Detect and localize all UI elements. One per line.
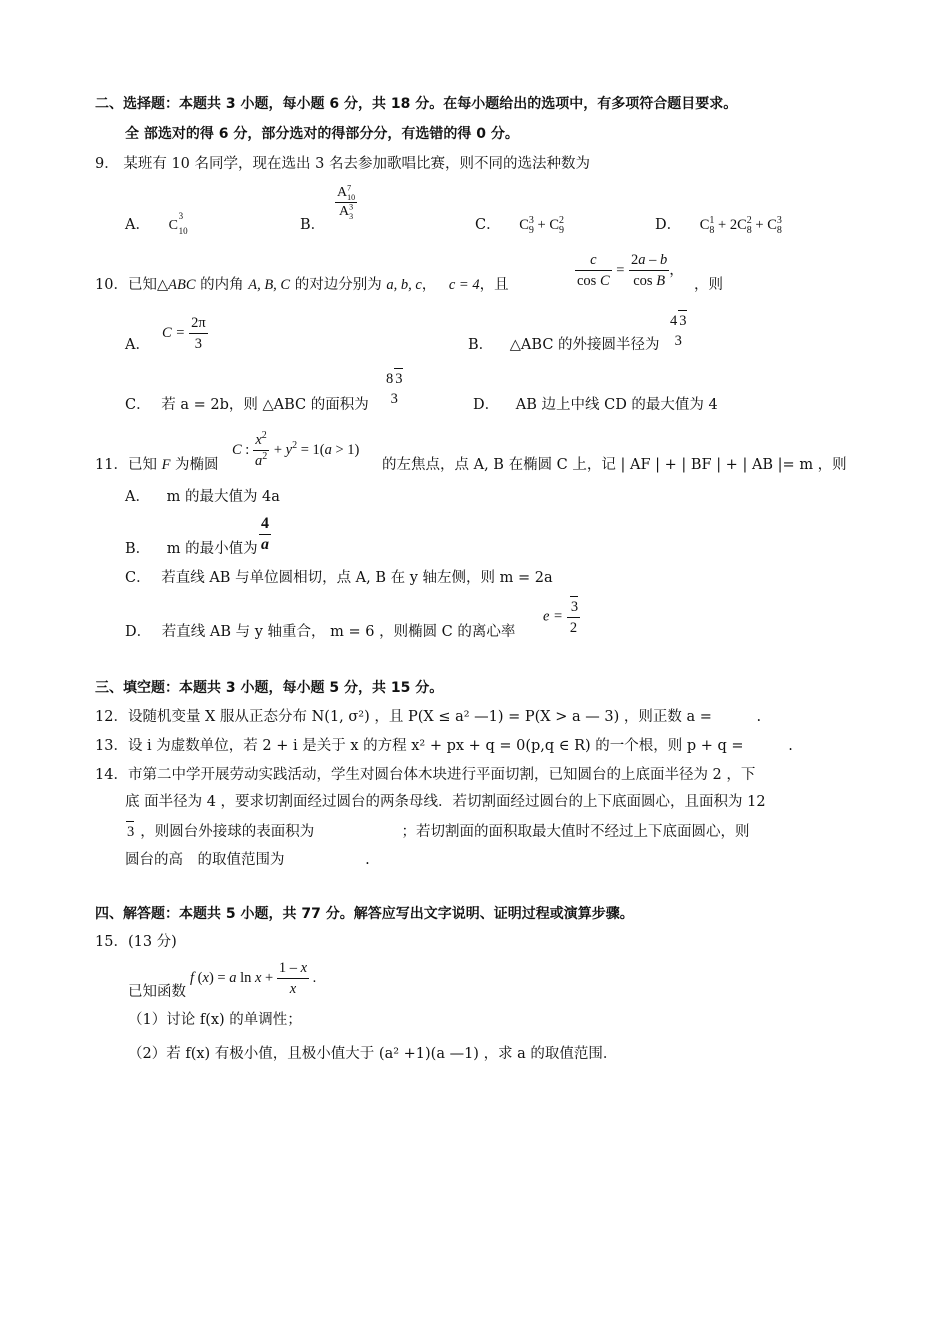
q11-option-c	[125, 568, 553, 588]
q9-b-formula: $\frac{A^7_{10}}{A^3_3}$	[337, 183, 356, 221]
q10-d-label: D．	[473, 397, 500, 413]
q10-c-label: C．	[125, 397, 151, 413]
q11-b-label: B．	[125, 541, 151, 557]
q10-option-d	[473, 395, 718, 415]
q9-c-formula: $C^3_9 + C^2_9$	[519, 215, 564, 236]
q9-b-label: B．	[300, 217, 326, 233]
q14-line3: 3 ，则圆台外接球的表面积为 ；若切割面的面积取最大值时不经过上下底面圆心，则	[125, 821, 749, 842]
section4-header: 四、解答题：本题共 5 小题，共 77 分。解答应写出文字说明、证明过程或演算步骤。	[95, 906, 634, 922]
q10-a-formula: C = $\frac{2\pi}{3}$	[162, 315, 206, 352]
q14-line3a: ，则圆台外接球的表面积为	[140, 824, 315, 840]
q15-given: 已知函数	[128, 984, 186, 1000]
q13-stem: 13．设 i 为虚数单位，若 2 + i 是关于 x 的方程 x² + px + q = 0(p,q ∈ R) 的一个根，则 p + q =	[95, 738, 744, 754]
q9-option-b	[300, 215, 325, 235]
q10-sides: a, b, c	[386, 277, 422, 293]
q9-c-label: C．	[475, 217, 501, 233]
q11-f: F	[161, 457, 171, 473]
q9-d-formula: $C^1_8 + 2C^2_8 + C^3_8$	[699, 215, 782, 236]
q10-a-label: A．	[125, 337, 150, 353]
section2-header-line1: 二、选择题：本题共 3 小题，每小题 6 分，共 18 分。在每小题给出的选项中，有多项符合题目要求。	[95, 96, 738, 112]
q15-part1: （1）讨论 f(x) 的单调性；	[128, 1012, 302, 1028]
q14-line2: 底 面半径为 4 ，要求切割面经过圆台的两条母线．若切割面经过圆台的上下底面圆心，且面积为 12	[125, 794, 766, 810]
q14-line4-text: 圆台的高 的取值范围为	[125, 852, 285, 868]
q11-d-label: D．	[125, 624, 152, 640]
q10-b-text: △ABC 的外接圆半径为	[509, 337, 660, 353]
q10-equation: $\frac{c}{\text{cos C}}$ = $\frac{2a - b}{\text{cos B}}$ ，	[577, 252, 684, 289]
q14-line4	[125, 850, 370, 870]
q11-prefix: 11．已知	[95, 457, 162, 473]
q9-option-d	[655, 215, 782, 235]
q9-stem: 9． 某班有 10 名同学，现在选出 3 名去参加歌唱比赛，则不同的选法种数为	[95, 156, 590, 172]
q15-function: f (x) = a ln x + $\frac{1 - x}{x}$ .	[190, 960, 317, 997]
q10-c-formula: 8 3 3	[384, 368, 405, 409]
q10-angles: A, B, C	[248, 277, 291, 293]
q14-end: .	[365, 852, 370, 868]
q10-stem-mid: 的内角	[195, 277, 249, 293]
q9-option-c	[475, 215, 564, 235]
q10-d-text: AB 边上中线 CD 的最大值为 4	[515, 397, 718, 413]
q12-end: .	[756, 709, 762, 725]
section2-header-line2: 全 部选对的得 6 分，部分选对的得部分分，有选错的得 0 分。	[125, 126, 519, 142]
q11-ellipse-formula: C : $\frac{x^2}{a^2}$ + $y^2 = 1(a > 1)$	[232, 430, 360, 469]
q10-c-text: 若 a = 2b，则 △ABC 的面积为	[161, 397, 369, 413]
q11-option-b	[125, 539, 258, 559]
q10-triangle: ABC	[168, 277, 196, 293]
q9-option-a	[125, 211, 188, 236]
q11-b-text: m 的最小值为	[166, 541, 258, 557]
q10-b-label: B．	[468, 337, 494, 353]
q12-text	[95, 707, 761, 727]
q9-a-label: A．	[125, 217, 150, 233]
q11-stem-a	[95, 455, 219, 475]
q12-stem: 12．设随机变量 X 服从正态分布 N(1, σ²) ，且 P(X ≤ a² —1) = P(X > a — 3) ，则正数 a =	[95, 709, 712, 725]
q10-option-b	[468, 335, 660, 355]
q11-d-formula: e = $\frac{3}{2}$	[543, 596, 580, 638]
q11-b-formula: $\frac{4}{a}$	[261, 515, 269, 553]
q11-c-label: C．	[125, 570, 151, 586]
q10-option-c	[125, 395, 369, 415]
q14-line3b: ；若切割面的面积取最大值时不经过上下底面圆心，则	[401, 824, 750, 840]
q11-stem-b: 的左焦点，点 A, B 在椭圆 C 上，记 | AF | + | BF | + | AB |= m ，则	[382, 457, 847, 473]
q10-then: ，则	[694, 277, 723, 293]
q10-prefix: 10．已知△	[95, 277, 169, 293]
q9-a-formula: C 3 10	[168, 211, 188, 236]
q10-stem: 10．已知△ABC 的内角 A, B, C 的对边分别为 a, b, c， c = 4，且	[95, 277, 509, 293]
q11-a-label: A．	[125, 489, 150, 505]
q14-line1: 14．市第二中学开展劳动实践活动，学生对圆台体木块进行平面切割，已知圆台的上底面半径为 2 ，下	[95, 767, 756, 783]
q11-c-text: 若直线 AB 与单位圆相切，点 A, B 在 y 轴左侧，则 m = 2a	[161, 570, 553, 586]
q15-label: 15．(13 分)	[95, 934, 177, 950]
q11-stem1: 为椭圆	[170, 457, 219, 473]
q15-part2: （2）若 f(x) 有极小值，且极小值大于 (a² +1)(a —1) ，求 a 的取值范围．	[128, 1046, 618, 1062]
q10-and: ，且	[479, 277, 509, 293]
q11-d-text: 若直线 AB 与 y 轴重合， m = 6 ，则椭圆 C 的离心率	[161, 624, 516, 640]
q10-c-eq: c = 4	[448, 277, 480, 293]
q13-end: .	[788, 738, 793, 754]
section3-header: 三、填空题：本题共 3 小题，每小题 5 分，共 15 分。	[95, 680, 444, 696]
q11-option-a	[125, 487, 280, 507]
q11-option-d	[125, 622, 515, 642]
q9-d-label: D．	[655, 217, 682, 233]
q11-a-text: m 的最大值为 4a	[166, 489, 280, 505]
q13-text	[95, 736, 793, 756]
q10-b-formula: 4 3 3	[668, 310, 689, 351]
q10-stem-mid2: 的对边分别为	[290, 277, 387, 293]
